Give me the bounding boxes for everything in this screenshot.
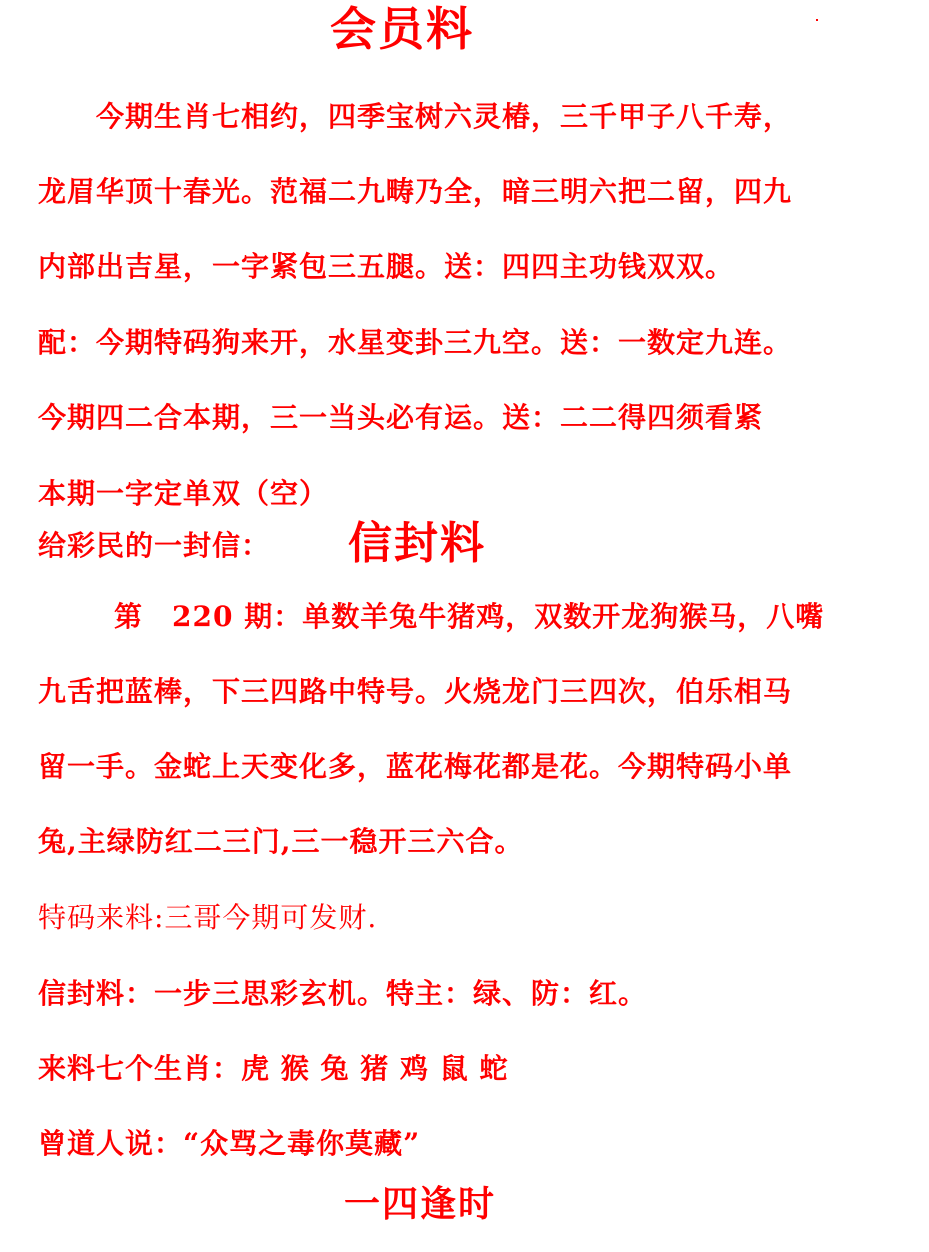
envelope-material-line: 信封料：一步三思彩玄机。特主：绿、防：红。 xyxy=(38,977,648,1010)
footer-title: 一四逢时 xyxy=(344,1183,497,1225)
member-material-title: 会员料 xyxy=(330,2,474,56)
envelope-material-title: 信封料 xyxy=(348,518,486,569)
taoist-saying-line: 曾道人说：“众骂之毒你莫藏” xyxy=(38,1127,421,1160)
special-source-line: 特码来料:三哥今期可发财. xyxy=(38,901,378,934)
member-line-4: 配：今期特码狗来开，水星变卦三九空。送：一数定九连。 xyxy=(38,326,793,359)
seven-zodiacs-list: 虎 猴 兔 猪 鸡 鼠 蛇 xyxy=(241,1052,509,1085)
member-line-5: 今期四二合本期，三一当头必有运。送：二二得四须看紧 xyxy=(38,401,764,434)
member-line-6: 本期一字定单双（空） xyxy=(38,477,329,510)
letter-label: 给彩民的一封信： xyxy=(38,529,271,562)
issue-line-3: 留一手。金蛇上天变化多，蓝花梅花都是花。今期特码小单 xyxy=(38,750,793,783)
member-line-1: 今期生肖七相约，四季宝树六灵椿，三千甲子八千寿， xyxy=(96,100,793,133)
speck-mark xyxy=(816,19,818,21)
issue-line-2: 九舌把蓝棒，下三四路中特号。火烧龙门三四次，伯乐相马 xyxy=(38,675,793,708)
member-line-3: 内部出吉星，一字紧包三五腿。送：四四主功钱双双。 xyxy=(38,250,735,283)
seven-zodiacs-line xyxy=(38,1051,509,1087)
seven-zodiacs-label: 来料七个生肖： xyxy=(38,1052,242,1085)
member-line-2: 龙眉华顶十春光。范福二九畴乃全，暗三明六把二留，四九 xyxy=(38,175,793,208)
issue-line-1: 第 220 期：单数羊兔牛猪鸡，双数开龙狗猴马，八嘴 xyxy=(114,600,825,633)
issue-line-4: 兔,主绿防红二三门,三一稳开三六合。 xyxy=(38,825,524,858)
